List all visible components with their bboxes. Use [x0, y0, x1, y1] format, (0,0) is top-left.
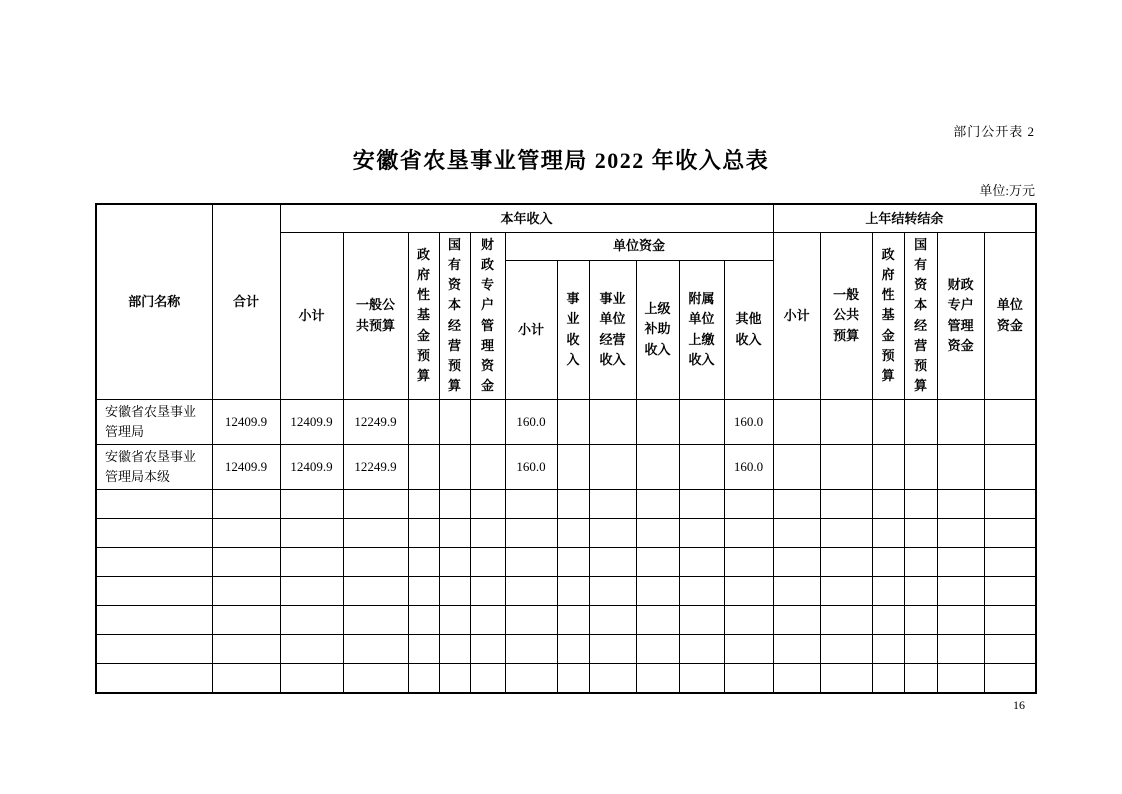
value-cell	[343, 634, 408, 663]
header-co-unit-funds-text: 单位资金	[996, 297, 1023, 333]
value-cell	[557, 634, 589, 663]
header-uf-other-income	[724, 260, 773, 399]
value-cell	[937, 634, 984, 663]
value-cell	[280, 489, 343, 518]
table-row	[96, 399, 1036, 444]
value-cell: 12409.9	[280, 444, 343, 489]
value-cell	[679, 489, 724, 518]
value-cell	[773, 489, 820, 518]
header-co-government-fund-budget-text: 政府性基金预算	[881, 247, 895, 383]
value-cell	[904, 663, 937, 693]
value-cell	[679, 576, 724, 605]
value-cell	[984, 518, 1036, 547]
value-cell	[636, 634, 679, 663]
value-cell	[679, 399, 724, 444]
value-cell	[636, 489, 679, 518]
header-uf-superior-subsidy-income	[636, 260, 679, 399]
value-cell	[589, 605, 636, 634]
value-cell	[937, 518, 984, 547]
value-cell	[820, 663, 872, 693]
dept-name-cell	[96, 547, 212, 576]
value-cell	[470, 576, 505, 605]
value-cell	[679, 518, 724, 547]
dept-name-cell	[96, 518, 212, 547]
value-cell	[724, 605, 773, 634]
value-cell	[636, 663, 679, 693]
doc-label: 部门公开表 2	[953, 124, 1035, 139]
value-cell	[280, 518, 343, 547]
header-uf-superior-subsidy-income-text: 上级补助收入	[644, 301, 671, 357]
value-cell	[557, 489, 589, 518]
header-cy-government-fund-budget-text: 政府性基金预算	[416, 247, 430, 383]
value-cell	[872, 576, 904, 605]
value-cell	[773, 518, 820, 547]
value-cell	[343, 518, 408, 547]
value-cell	[212, 576, 280, 605]
value-cell	[679, 634, 724, 663]
header-uf-business-income	[557, 260, 589, 399]
value-cell	[505, 547, 557, 576]
value-cell	[505, 518, 557, 547]
value-cell	[280, 547, 343, 576]
value-cell	[724, 547, 773, 576]
value-cell	[280, 634, 343, 663]
header-co-general-public-budget-text: 一般公共预算	[833, 287, 860, 343]
value-cell: 12249.9	[343, 444, 408, 489]
value-cell	[505, 489, 557, 518]
value-cell	[470, 634, 505, 663]
value-cell	[679, 605, 724, 634]
table-row	[96, 547, 1036, 576]
value-cell	[408, 399, 439, 444]
header-co-subtotal: 小计	[773, 232, 820, 399]
value-cell: 12409.9	[212, 444, 280, 489]
value-cell	[820, 489, 872, 518]
header-cy-state-capital-budget-text: 国有资本经营预算	[447, 236, 461, 393]
value-cell	[505, 576, 557, 605]
value-cell	[820, 399, 872, 444]
value-cell	[589, 518, 636, 547]
header-uf-affiliated-remittance-income-text: 附属单位上缴收入	[688, 291, 715, 367]
value-cell: 12409.9	[280, 399, 343, 444]
header-cy-state-capital-budget	[439, 232, 470, 399]
value-cell	[557, 605, 589, 634]
table-row	[96, 634, 1036, 663]
value-cell	[408, 576, 439, 605]
value-cell	[557, 576, 589, 605]
value-cell	[984, 634, 1036, 663]
dept-name-cell: 安徽省农垦事业管理局本级	[96, 444, 212, 489]
header-row-groups	[96, 204, 1036, 232]
value-cell: 12249.9	[343, 399, 408, 444]
value-cell	[773, 547, 820, 576]
value-cell	[984, 489, 1036, 518]
dept-name-cell	[96, 634, 212, 663]
header-cy-general-public-budget-text: 一般公共预算	[355, 297, 395, 333]
value-cell	[820, 634, 872, 663]
value-cell	[589, 547, 636, 576]
header-cy-government-fund-budget	[408, 232, 439, 399]
value-cell	[937, 605, 984, 634]
value-cell	[773, 444, 820, 489]
value-cell	[212, 547, 280, 576]
dept-name-cell	[96, 663, 212, 693]
value-cell	[724, 663, 773, 693]
value-cell	[937, 489, 984, 518]
value-cell	[937, 547, 984, 576]
header-cy-fiscal-special-account-text: 财政专户管理资金	[480, 236, 494, 393]
value-cell	[280, 605, 343, 634]
value-cell	[408, 444, 439, 489]
value-cell	[589, 444, 636, 489]
header-co-state-capital-budget-text: 国有资本经营预算	[914, 236, 928, 393]
value-cell	[984, 444, 1036, 489]
table-row	[96, 518, 1036, 547]
page-title: 安徽省农垦事业管理局 2022 年收入总表	[352, 148, 770, 173]
value-cell	[408, 489, 439, 518]
value-cell	[773, 605, 820, 634]
value-cell	[872, 489, 904, 518]
value-cell	[636, 399, 679, 444]
header-co-fiscal-special-account	[937, 232, 984, 399]
value-cell	[636, 444, 679, 489]
value-cell	[343, 489, 408, 518]
header-co-fiscal-special-account-text: 财政专户管理资金	[947, 277, 974, 353]
value-cell	[872, 663, 904, 693]
value-cell	[408, 547, 439, 576]
value-cell	[872, 518, 904, 547]
value-cell	[984, 663, 1036, 693]
value-cell: 12409.9	[212, 399, 280, 444]
value-cell	[439, 605, 470, 634]
value-cell	[937, 576, 984, 605]
value-cell	[904, 634, 937, 663]
value-cell: 160.0	[724, 399, 773, 444]
value-cell	[820, 576, 872, 605]
value-cell	[589, 634, 636, 663]
value-cell	[589, 663, 636, 693]
value-cell	[937, 399, 984, 444]
value-cell	[212, 605, 280, 634]
value-cell	[439, 489, 470, 518]
page-number: 16	[1013, 698, 1025, 712]
header-cy-fiscal-special-account	[470, 232, 505, 399]
value-cell	[872, 547, 904, 576]
value-cell	[343, 663, 408, 693]
value-cell	[820, 547, 872, 576]
value-cell	[904, 605, 937, 634]
value-cell	[773, 663, 820, 693]
value-cell	[343, 605, 408, 634]
value-cell	[904, 444, 937, 489]
value-cell	[470, 489, 505, 518]
value-cell	[724, 489, 773, 518]
value-cell	[505, 605, 557, 634]
table-row	[96, 444, 1036, 489]
value-cell	[904, 489, 937, 518]
value-cell	[773, 399, 820, 444]
dept-name-cell	[96, 489, 212, 518]
header-carryover-group: 上年结转结余	[773, 204, 1036, 232]
header-co-unit-funds	[984, 232, 1036, 399]
value-cell	[679, 444, 724, 489]
value-cell	[408, 518, 439, 547]
value-cell	[937, 663, 984, 693]
value-cell	[439, 663, 470, 693]
table-row	[96, 605, 1036, 634]
value-cell	[439, 634, 470, 663]
value-cell	[408, 663, 439, 693]
header-uf-business-income-text: 事业收入	[566, 291, 580, 367]
header-uf-business-operating-income-text: 事业单位经营收入	[599, 291, 626, 367]
table-row	[96, 576, 1036, 605]
value-cell	[343, 547, 408, 576]
value-cell	[470, 547, 505, 576]
header-cy-subtotal: 小计	[280, 232, 343, 399]
dept-name-cell: 安徽省农垦事业管理局	[96, 399, 212, 444]
value-cell	[557, 518, 589, 547]
value-cell	[470, 663, 505, 693]
header-co-government-fund-budget	[872, 232, 904, 399]
value-cell	[724, 634, 773, 663]
value-cell	[872, 444, 904, 489]
unit-note: 单位:万元	[979, 183, 1035, 198]
value-cell	[470, 518, 505, 547]
value-cell	[439, 547, 470, 576]
value-cell	[557, 547, 589, 576]
dept-name-cell	[96, 576, 212, 605]
header-unit-funds-group: 单位资金	[505, 232, 773, 260]
value-cell	[904, 576, 937, 605]
value-cell	[212, 634, 280, 663]
header-co-state-capital-budget	[904, 232, 937, 399]
value-cell	[557, 663, 589, 693]
value-cell: 160.0	[505, 444, 557, 489]
value-cell	[589, 399, 636, 444]
value-cell	[984, 399, 1036, 444]
value-cell	[439, 399, 470, 444]
value-cell	[636, 518, 679, 547]
value-cell	[872, 399, 904, 444]
value-cell	[280, 663, 343, 693]
value-cell	[984, 576, 1036, 605]
header-dept-name: 部门名称	[96, 204, 212, 399]
value-cell	[679, 663, 724, 693]
value-cell	[439, 576, 470, 605]
value-cell	[724, 576, 773, 605]
value-cell	[470, 399, 505, 444]
value-cell	[408, 634, 439, 663]
value-cell	[557, 444, 589, 489]
dept-name-cell	[96, 605, 212, 634]
header-co-general-public-budget	[820, 232, 872, 399]
header-current-year-group: 本年收入	[280, 204, 773, 232]
value-cell	[679, 547, 724, 576]
header-uf-other-income-text: 其他收入	[735, 311, 762, 347]
value-cell	[904, 547, 937, 576]
value-cell	[773, 634, 820, 663]
value-cell	[470, 605, 505, 634]
value-cell	[212, 663, 280, 693]
value-cell	[820, 444, 872, 489]
value-cell	[724, 518, 773, 547]
value-cell	[212, 518, 280, 547]
value-cell	[439, 444, 470, 489]
value-cell	[904, 399, 937, 444]
value-cell	[470, 444, 505, 489]
value-cell	[212, 489, 280, 518]
value-cell	[557, 399, 589, 444]
value-cell	[904, 518, 937, 547]
value-cell	[589, 489, 636, 518]
value-cell	[872, 605, 904, 634]
income-table	[95, 203, 1037, 694]
value-cell	[773, 576, 820, 605]
value-cell	[589, 576, 636, 605]
header-uf-subtotal: 小计	[505, 260, 557, 399]
table-row	[96, 663, 1036, 693]
header-uf-business-operating-income	[589, 260, 636, 399]
value-cell	[820, 518, 872, 547]
value-cell	[872, 634, 904, 663]
value-cell	[636, 576, 679, 605]
header-uf-affiliated-remittance-income	[679, 260, 724, 399]
value-cell	[505, 634, 557, 663]
value-cell	[984, 547, 1036, 576]
header-cy-general-public-budget	[343, 232, 408, 399]
value-cell	[937, 444, 984, 489]
value-cell: 160.0	[724, 444, 773, 489]
value-cell	[408, 605, 439, 634]
value-cell	[984, 605, 1036, 634]
header-total: 合计	[212, 204, 280, 399]
value-cell	[505, 663, 557, 693]
value-cell	[280, 576, 343, 605]
table-row	[96, 489, 1036, 518]
value-cell	[636, 547, 679, 576]
value-cell: 160.0	[505, 399, 557, 444]
value-cell	[820, 605, 872, 634]
value-cell	[343, 576, 408, 605]
value-cell	[636, 605, 679, 634]
value-cell	[439, 518, 470, 547]
